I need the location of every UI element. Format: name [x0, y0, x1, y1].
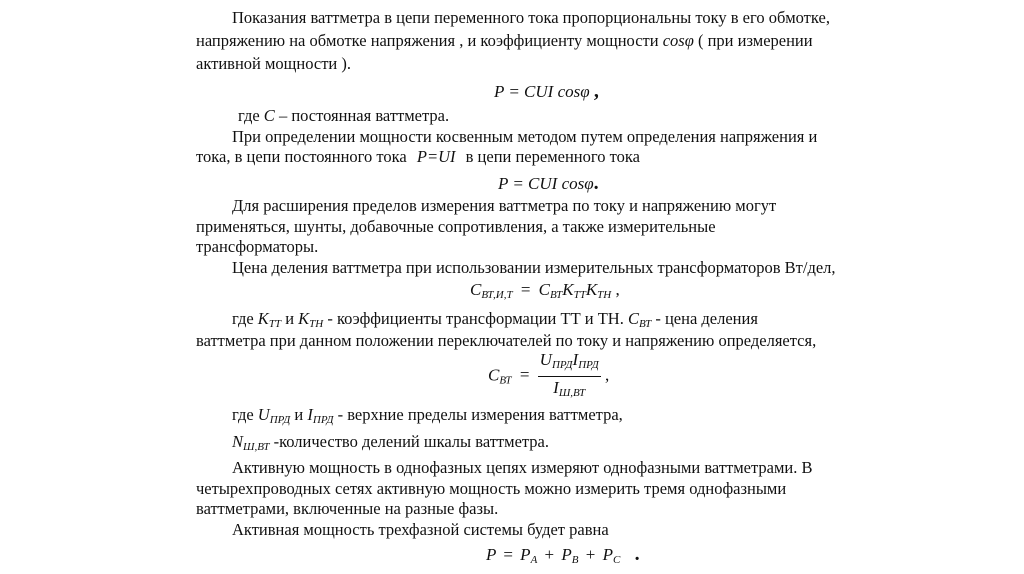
- math-sub: ТН: [309, 318, 324, 330]
- text-run: – постоянная ваттметра.: [278, 106, 450, 125]
- math-fraction: [538, 350, 601, 403]
- paragraph-line: [196, 31, 813, 51]
- math-var: P: [602, 545, 613, 564]
- math-var: I: [553, 378, 559, 397]
- fraction-denominator: [538, 377, 601, 403]
- math-sub: A: [530, 554, 538, 566]
- math-sub: C: [613, 554, 621, 566]
- formula-power-ac: [498, 172, 599, 195]
- paragraph-line: применяться, шунты, добавочные сопротивления, а также измерительные: [196, 217, 716, 236]
- text-run: напряжению на обмотке напряжения , и коэффициенту мощности: [196, 31, 659, 50]
- math-var: C: [627, 309, 639, 328]
- text-run: тока, в цепи постоянного тока: [196, 147, 407, 166]
- text-run: и: [285, 309, 295, 328]
- math-var: C: [538, 280, 551, 299]
- text-run: - верхние пределы измерения ваттметра,: [337, 405, 623, 424]
- formula-text: P = CUI cosφ: [498, 174, 594, 193]
- paragraph-line: Показания ваттметра в цепи переменного тока пропорциональны току в его обмотке,: [232, 8, 830, 27]
- fraction-numerator: [538, 350, 601, 377]
- math-eq: =: [520, 280, 531, 299]
- text-run: где: [232, 405, 254, 424]
- paragraph-line: ваттметрами, включенные на разные фазы.: [196, 499, 499, 518]
- paragraph-line: Для расширения пределов измерения ваттметра по току и напряжению могут: [232, 196, 777, 215]
- paragraph-line: [196, 147, 640, 167]
- math-var: K: [257, 309, 269, 328]
- formula-text: P = CUI cosφ: [494, 82, 590, 101]
- math-formula: P=UI: [416, 147, 456, 166]
- math-cos: cos: [662, 31, 685, 50]
- paragraph-line: Цена деления ваттметра при использовании измерительных трансформаторов Вт/дел,: [232, 258, 836, 277]
- math-sub: ПРД: [269, 414, 291, 426]
- text-run: - коэффициенты трансформации ТТ и ТН.: [327, 309, 624, 328]
- formula-division-price: [470, 279, 620, 306]
- math-var: N: [232, 432, 244, 451]
- text-run: -количество делений шкалы ваттметра.: [273, 432, 550, 451]
- math-sub: Ш,ВТ: [243, 441, 270, 453]
- math-sub: ВТ: [499, 374, 512, 387]
- text-run: где: [238, 106, 260, 125]
- math-var: P: [486, 545, 497, 564]
- text-run: ( при измерении: [697, 31, 813, 50]
- paragraph-line: [232, 432, 549, 457]
- formula-power-ac: [494, 80, 599, 103]
- text-run: - цена деления: [655, 309, 758, 328]
- math-var: P: [520, 545, 531, 564]
- text-run: и: [294, 405, 304, 424]
- math-sub: ВТ: [639, 318, 652, 330]
- math-var: U: [539, 350, 552, 369]
- math-sub: ТТ: [573, 289, 586, 301]
- formula-punct: .: [593, 172, 599, 194]
- paragraph-line: [232, 405, 623, 430]
- math-eq: =: [503, 545, 513, 564]
- formula-division-price-fraction: [488, 350, 609, 403]
- math-var: C: [488, 365, 500, 385]
- math-var: I: [307, 405, 313, 424]
- paragraph-line: Активная мощность трехфазной системы будет равна: [232, 520, 609, 539]
- paragraph-line: четырехпроводных сетях активную мощность можно измерить тремя однофазными: [196, 479, 787, 498]
- math-sub: ТТ: [268, 318, 282, 330]
- math-sub: ВТ: [550, 289, 563, 301]
- formula-punct: ,: [605, 365, 610, 385]
- paragraph-line: [238, 106, 449, 126]
- math-sub: ПРД: [312, 414, 334, 426]
- formula-punct: ,: [593, 80, 599, 102]
- math-var: U: [257, 405, 270, 424]
- paragraph-line: активной мощности ).: [196, 54, 351, 73]
- math-var: C: [263, 106, 275, 125]
- math-var: P: [561, 545, 572, 564]
- math-var: K: [562, 280, 574, 299]
- formula-three-phase-power: [486, 543, 640, 571]
- text-run: где: [232, 309, 254, 328]
- math-var: K: [298, 309, 310, 328]
- math-var: I: [572, 350, 579, 369]
- math-eq: =: [519, 365, 530, 385]
- math-sub: ПРД: [551, 359, 573, 371]
- math-phi: φ: [684, 31, 694, 50]
- formula-punct: .: [634, 543, 640, 565]
- math-sub: ПРД: [578, 359, 599, 371]
- paragraph-line: трансформаторы.: [196, 237, 319, 256]
- math-var: C: [470, 280, 482, 299]
- text-run: в цепи переменного тока: [465, 147, 640, 166]
- formula-punct: ,: [615, 280, 620, 299]
- paragraph-line: Активную мощность в однофазных цепях измеряют однофазными ваттметрами. В: [232, 458, 813, 477]
- math-sub: ТН: [597, 289, 612, 301]
- math-var: K: [585, 280, 598, 299]
- math-sub: B: [571, 554, 579, 566]
- math-sub: ВТ,И,Т: [481, 289, 513, 301]
- math-plus: +: [544, 545, 555, 564]
- math-plus: +: [585, 545, 596, 564]
- paragraph-line: При определении мощности косвенным методом путем определения напряжения и: [232, 127, 818, 146]
- math-sub: Ш,ВТ: [558, 387, 586, 399]
- paragraph-line: ваттметра при данном положении переключателей по току и напряжению определяется,: [196, 331, 817, 350]
